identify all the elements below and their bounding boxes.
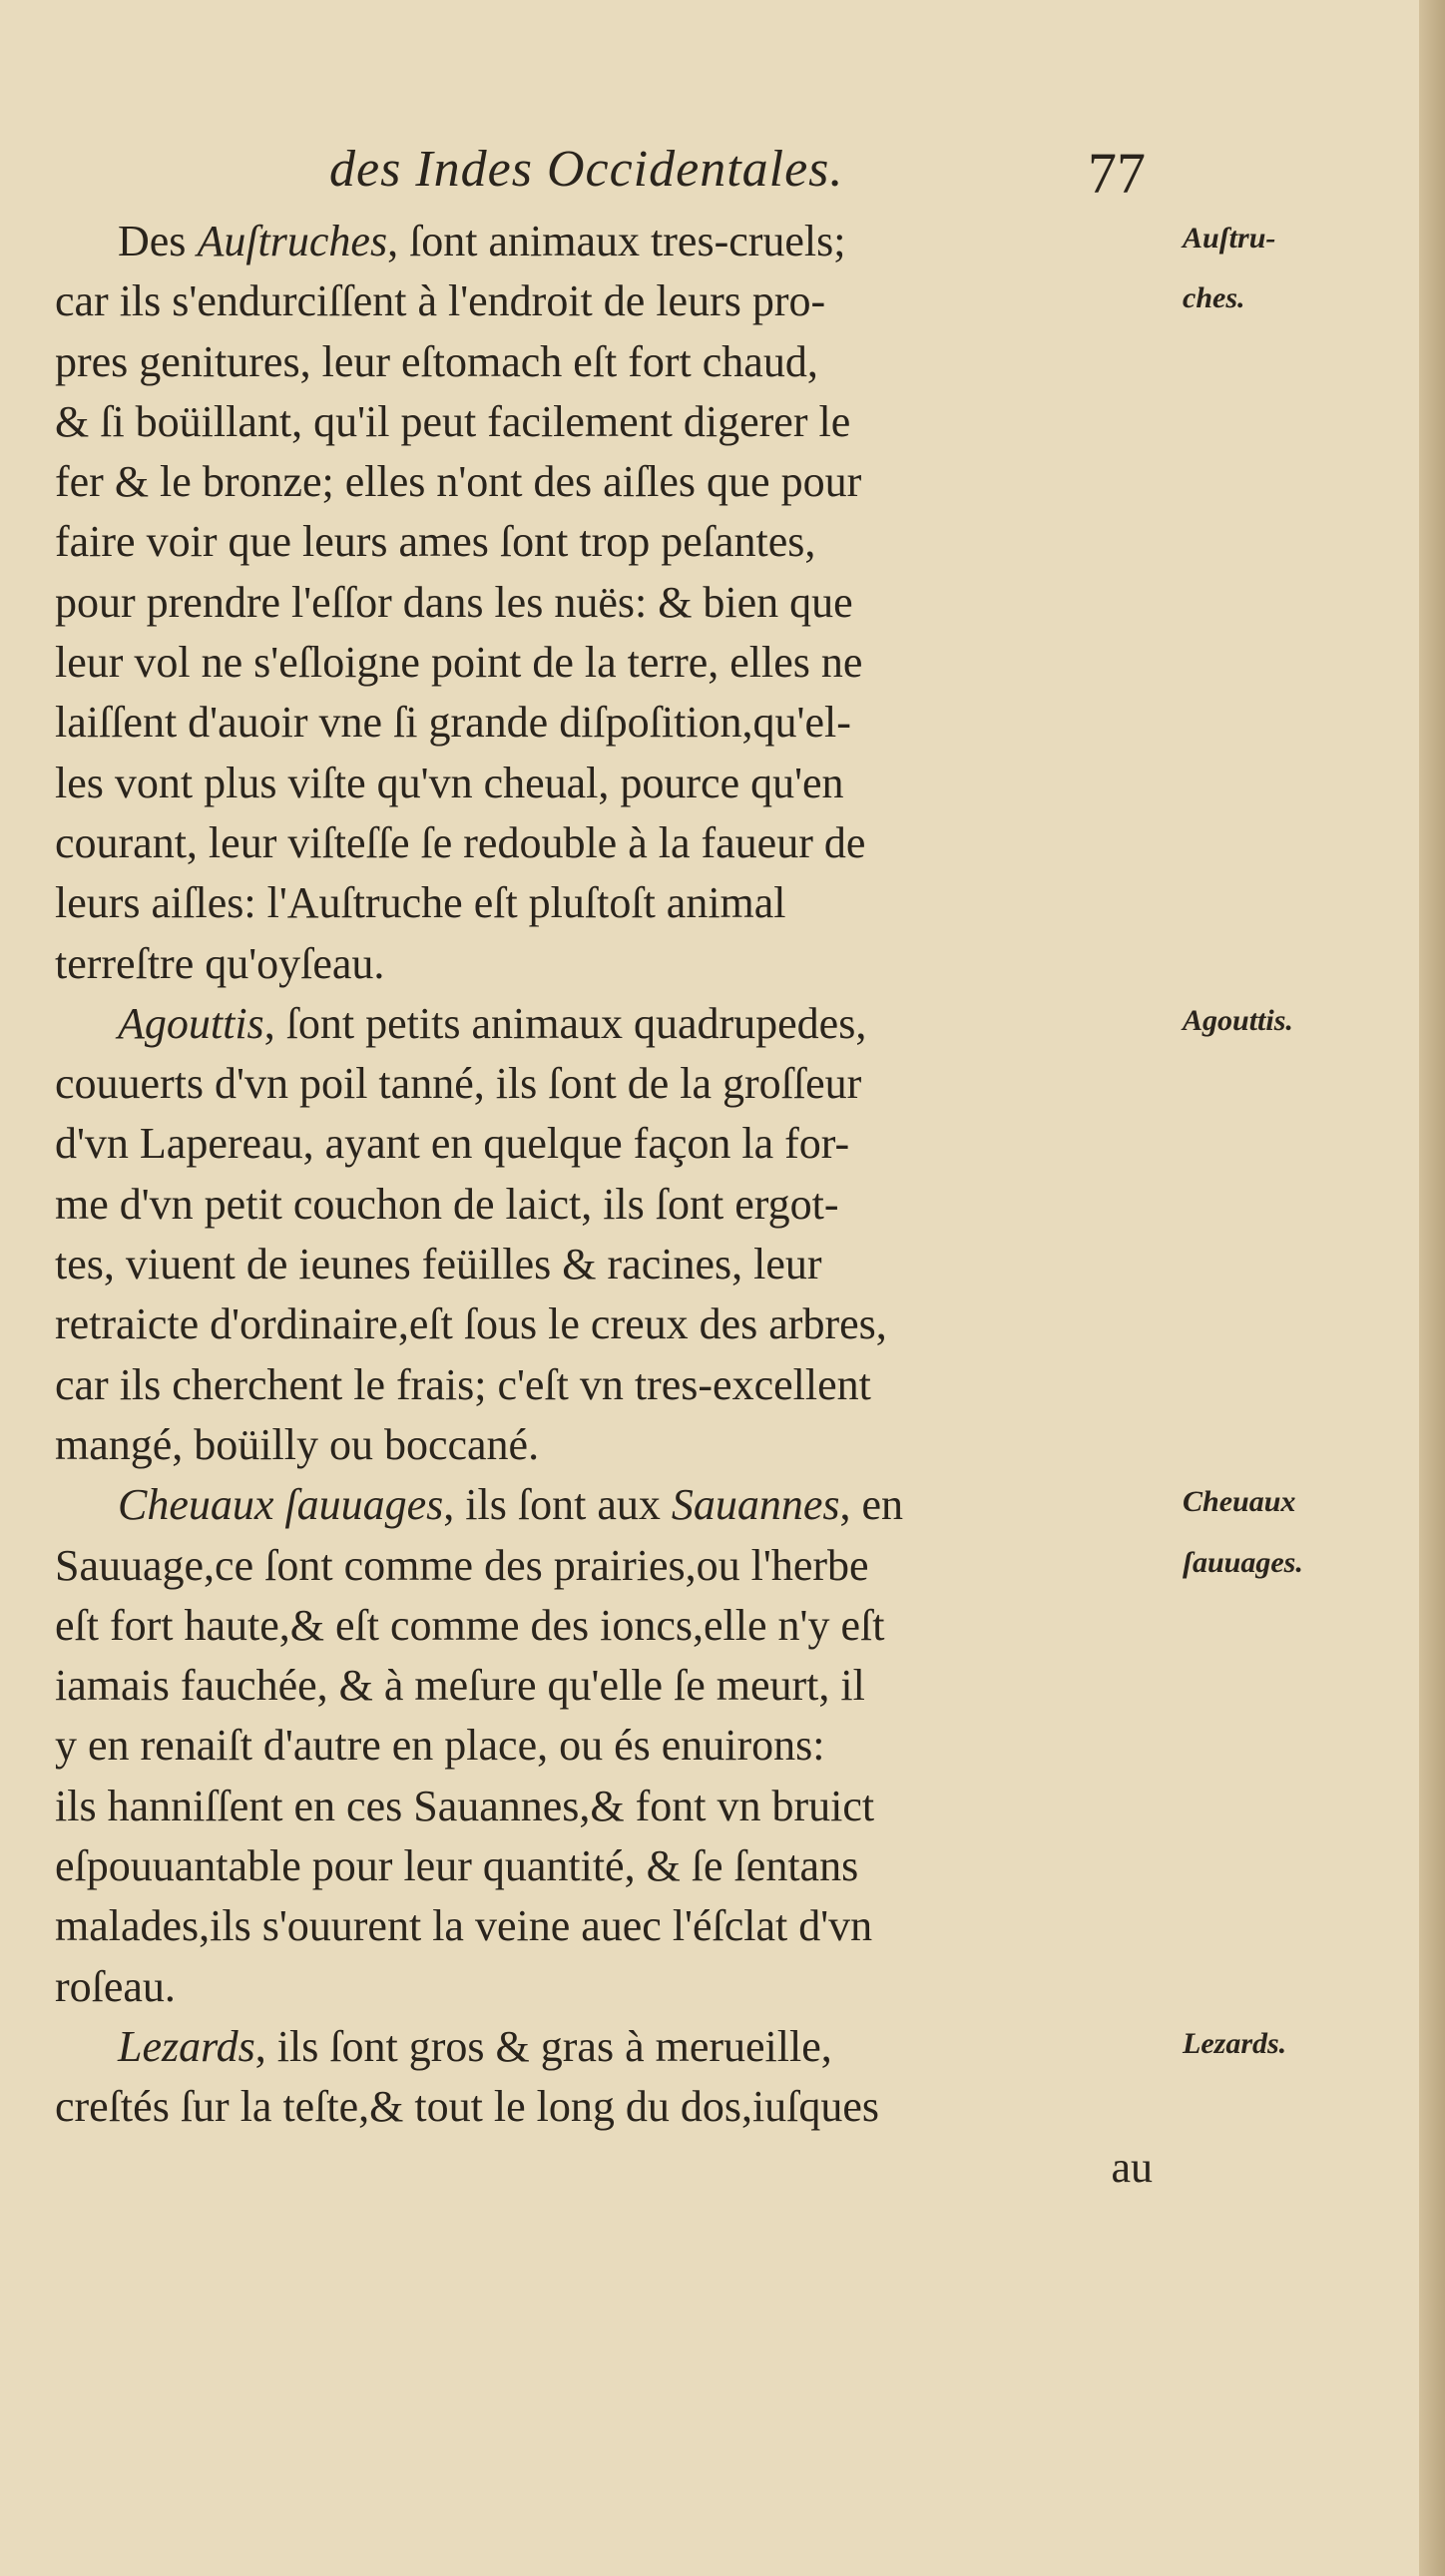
text-line: me d'vn petit couchon de laict, ils ſont ergot- bbox=[55, 1179, 839, 1229]
text-line: eſt fort haute,& eſt comme des ioncs,elle n'y eſt bbox=[55, 1600, 885, 1650]
text-line: car ils cherchent le frais; c'eſt vn tres-excellent bbox=[55, 1359, 871, 1409]
margin-note: Auſtru- bbox=[1183, 222, 1276, 255]
text-line: car ils s'endurciſſent à l'endroit de leurs pro- bbox=[55, 276, 826, 326]
text-line: & ſi boüillant, qu'il peut facilement digerer le bbox=[55, 396, 851, 446]
text-line: leur vol ne s'eſloigne point de la terre, elles ne bbox=[55, 638, 863, 688]
text-line: roſeau. bbox=[55, 1961, 176, 2011]
text-line: Lezards, ils ſont gros & gras à merueille, bbox=[118, 2021, 832, 2071]
text-line: Agouttis, ſont petits animaux quadrupedes, bbox=[118, 998, 867, 1048]
text-line: pour prendre l'eſſor dans les nuës: & bien que bbox=[55, 577, 853, 627]
entry-term: Auſtruches bbox=[197, 217, 388, 265]
text-line: ils hanniſſent en ces Sauannes,& font vn bruict bbox=[55, 1781, 875, 1830]
text-line: fer & le bronze; elles n'ont des aiſles que pour bbox=[55, 457, 862, 507]
margin-note: ſauuages. bbox=[1183, 1545, 1303, 1579]
text-line: Sauuage,ce ſont comme des prairies,ou l'herbe bbox=[55, 1540, 869, 1590]
margin-note: Agouttis. bbox=[1183, 1003, 1293, 1037]
text-line: pres genitures, leur eſtomach eſt fort chaud, bbox=[55, 336, 818, 386]
text-line: terreſtre qu'oyſeau. bbox=[55, 938, 385, 988]
text-body bbox=[55, 212, 1183, 2198]
text-line: iamais fauchée, & à meſure qu'elle ſe meurt, il bbox=[55, 1661, 865, 1711]
page-number: 77 bbox=[1088, 141, 1146, 206]
text-line: y en renaiſt d'autre en place, ou és enuirons: bbox=[55, 1721, 825, 1771]
page-edge bbox=[1419, 0, 1445, 2576]
text-line: les vont plus viſte qu'vn cheual, pource qu'en bbox=[55, 758, 844, 807]
text-line: malades,ils s'ouurent la veine auec l'éſclat d'vn bbox=[55, 1901, 873, 1951]
text-line: mangé, boüilly ou boccané. bbox=[55, 1419, 540, 1469]
text-line: Cheuaux ſauuages, ils ſont aux Sauannes, en bbox=[118, 1480, 904, 1530]
text-line: Des Auſtruches, ſont animaux tres-cruels; bbox=[118, 217, 846, 265]
running-title: des Indes Occidentales. bbox=[329, 141, 844, 198]
entry-term: Cheuaux ſauuages bbox=[118, 1480, 444, 1530]
entry-term: Lezards bbox=[118, 2021, 255, 2071]
entry-term: Agouttis bbox=[118, 998, 264, 1048]
text-line: couuerts d'vn poil tanné, ils ſont de la groſſeur bbox=[55, 1059, 862, 1109]
place-term: Sauannes bbox=[671, 1480, 840, 1530]
text-line: eſpouuantable pour leur quantité, & ſe ſentans bbox=[55, 1841, 859, 1891]
margin-note: Lezards. bbox=[1183, 2027, 1287, 2060]
margin-note: Cheuaux bbox=[1183, 1485, 1296, 1519]
text-line: laiſſent d'auoir vne ſi grande diſpoſition,qu'el- bbox=[55, 698, 851, 748]
text-line: tes, viuent de ieunes feüilles & racines, leur bbox=[55, 1240, 822, 1289]
page-header bbox=[329, 140, 1188, 220]
margin-note: ches. bbox=[1183, 281, 1245, 315]
text-line: creſtés ſur la teſte,& tout le long du dos,iuſques bbox=[55, 2082, 880, 2132]
text-line: courant, leur viſteſſe ſe redouble à la faueur de bbox=[55, 817, 866, 867]
text-line: leurs aiſles: l'Auſtruche eſt pluſtoſt animal bbox=[55, 878, 786, 928]
text-line: retraicte d'ordinaire,eſt ſous le creux des arbres, bbox=[55, 1299, 887, 1349]
text-line: faire voir que leurs ames ſont trop peſantes, bbox=[55, 517, 816, 567]
catchword: au bbox=[1111, 2142, 1153, 2192]
text-line: d'vn Lapereau, ayant en quelque façon la for- bbox=[55, 1119, 850, 1169]
